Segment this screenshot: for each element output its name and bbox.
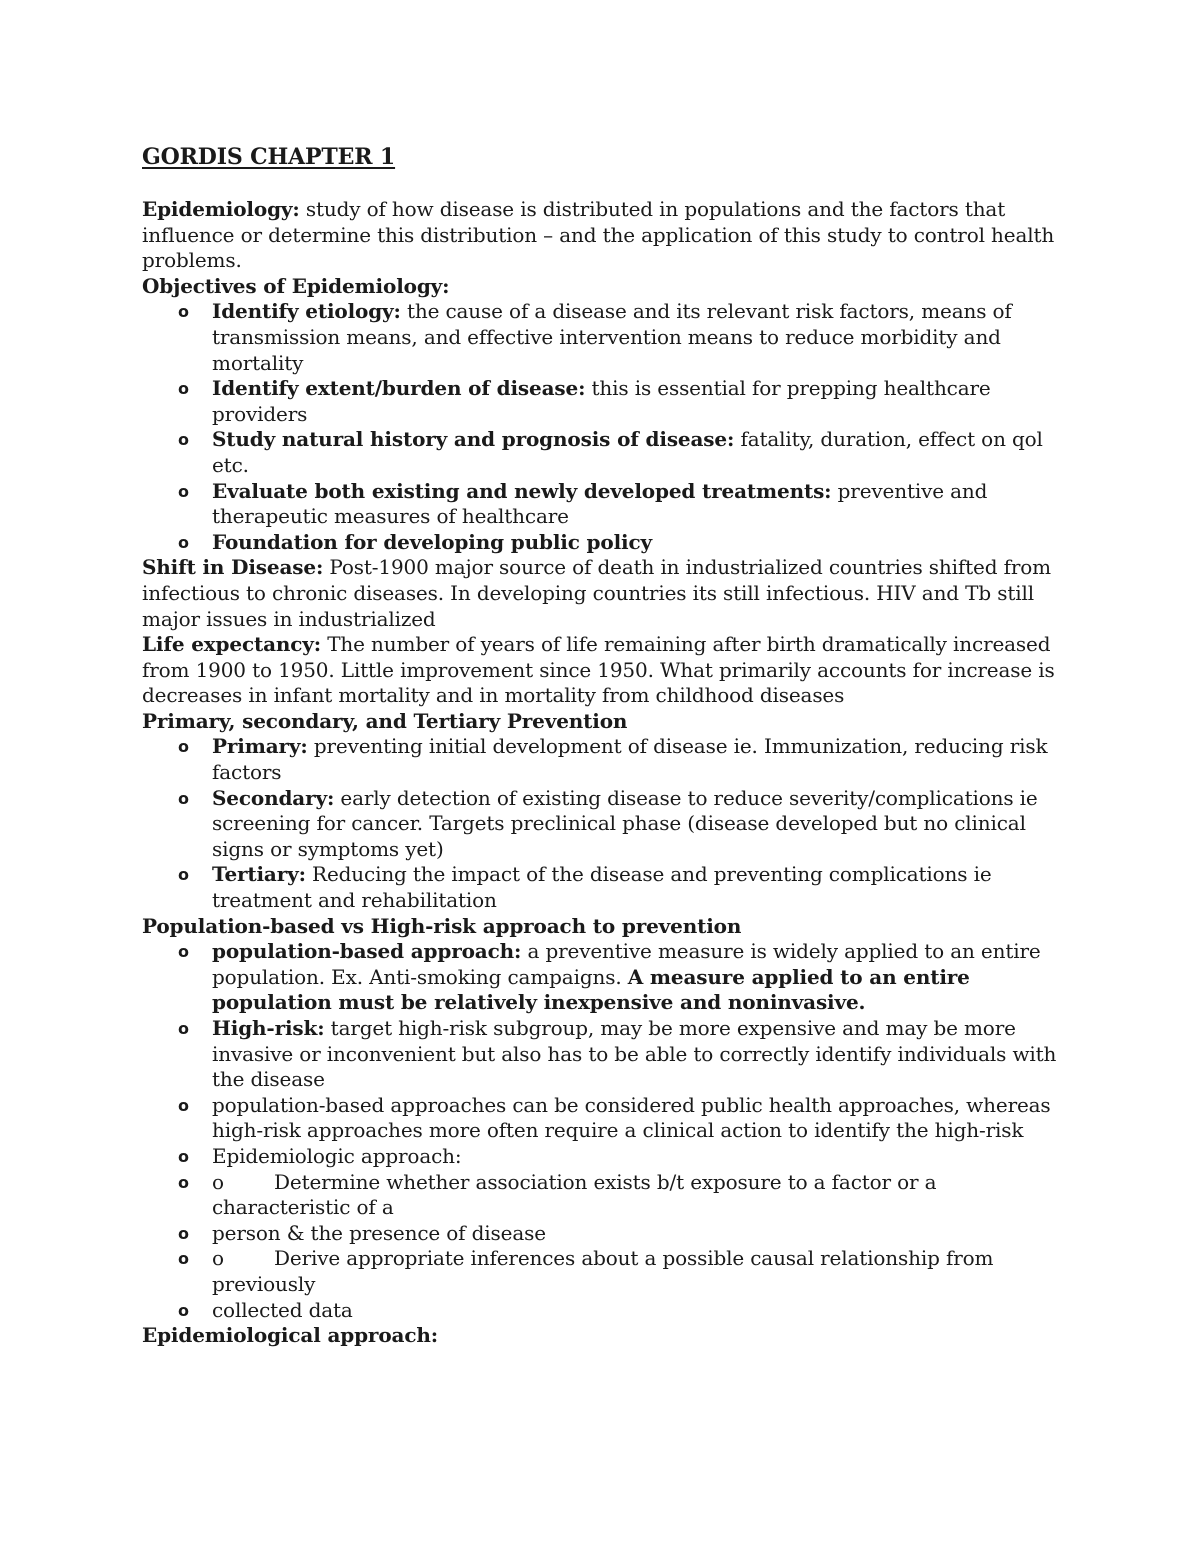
bullet-icon: o <box>178 1172 189 1192</box>
paragraph-text: Post-1900 major source of death in industrialized countries shifted from infectious to chronic diseases. In developing countries its still infectious. HIV and Tb still major issues in industrialized <box>142 555 1051 631</box>
bullet-icon: o <box>178 302 189 322</box>
document-page <box>142 143 1062 1349</box>
item-term: Primary: <box>212 734 308 759</box>
inner-bullet: o <box>212 1169 224 1194</box>
bullet-icon: o <box>178 1249 189 1269</box>
item-text: Reducing the impact of the disease and preventing complications ie treatment and rehabilitation <box>212 862 992 913</box>
item-text: collected data <box>212 1297 353 1322</box>
list-item <box>142 1170 1062 1221</box>
bullet-icon: o <box>178 481 189 501</box>
paragraph-term: Life expectancy: <box>142 632 322 657</box>
approach-list <box>142 939 1062 1323</box>
item-term: population-based approach: <box>212 939 522 964</box>
bullet-icon: o <box>178 1300 189 1320</box>
final-heading: Epidemiological approach: <box>142 1323 438 1348</box>
item-term: High-risk: <box>212 1016 325 1040</box>
bullet-icon: o <box>178 1146 189 1166</box>
list-item <box>142 376 1062 427</box>
bullet-icon: o <box>178 942 189 962</box>
item-text: preventive and therapeutic measures of healthcare <box>212 478 988 529</box>
paragraph-term: Shift in Disease: <box>142 555 324 580</box>
list-item <box>142 1246 1062 1297</box>
list-item <box>142 479 1062 530</box>
item-text: preventing initial development of disease ie. Immunization, reducing risk factors <box>212 734 1048 785</box>
prevention-heading: Primary, secondary, and Tertiary Prevention <box>142 708 628 733</box>
list-item <box>142 427 1062 478</box>
shift-in-disease-paragraph <box>142 555 1062 632</box>
list-item <box>142 299 1062 376</box>
inner-bullet: o <box>212 1246 224 1271</box>
bullet-icon: o <box>178 1019 189 1038</box>
approach-heading: Population-based vs High-risk approach to prevention <box>142 913 742 938</box>
definition-text: study of how disease is distributed in populations and the factors that influence or determine this distribution – and the application of this study to control health problems. <box>142 197 1055 273</box>
item-text: target high-risk subgroup, may be more expensive and may be more invasive or inconvenient but also has to be able to correctly identify individuals with the disease <box>212 1016 1057 1092</box>
list-item <box>142 1221 1062 1247</box>
item-term: Tertiary: <box>212 862 306 887</box>
list-item <box>142 939 1062 1016</box>
bullet-icon: o <box>178 379 189 399</box>
epidemiology-definition <box>142 197 1062 274</box>
bullet-icon: o <box>178 430 189 450</box>
item-term: Identify extent/burden of disease: <box>212 376 586 401</box>
item-text: a preventive measure is widely applied to an entire population. Ex. Anti-smoking campaigns. <box>212 939 1041 989</box>
life-expectancy-paragraph <box>142 632 1062 709</box>
item-text: early detection of existing disease to reduce severity/complications ie screening for cancer. Targets preclinical phase (disease developed but no clinical signs or symptoms yet) <box>212 785 1038 861</box>
list-item <box>142 1144 1062 1170</box>
item-text: this is essential for prepping healthcare providers <box>212 376 991 426</box>
item-text: Epidemiologic approach: <box>212 1143 462 1168</box>
bullet-icon: o <box>178 788 189 808</box>
item-text: person & the presence of disease <box>212 1220 546 1245</box>
item-text: population-based approaches can be considered public health approaches, whereas high-risk approaches more often require a clinical action to identify the high-risk <box>212 1092 1051 1143</box>
prevention-list <box>142 734 1062 913</box>
list-item <box>142 786 1062 863</box>
item-term: Secondary: <box>212 785 335 810</box>
list-item <box>142 530 1062 556</box>
item-term: Identify etiology: <box>212 299 401 324</box>
objectives-heading: Objectives of Epidemiology: <box>142 273 450 298</box>
bullet-icon: o <box>178 1095 189 1115</box>
document-title: GORDIS CHAPTER 1 <box>142 144 396 170</box>
item-text: the cause of a disease and its relevant risk factors, means of transmission means, and effective intervention means to reduce morbidity and mortality <box>212 299 1012 375</box>
item-term: Study natural history and prognosis of disease: <box>212 427 735 452</box>
item-text: Derive appropriate inferences about a possible causal relationship from previously <box>212 1246 994 1296</box>
bullet-icon: o <box>178 532 189 552</box>
item-term: Foundation for developing public policy <box>212 529 652 554</box>
definition-term: Epidemiology: <box>142 197 300 221</box>
list-item <box>142 862 1062 913</box>
list-item <box>142 1298 1062 1324</box>
paragraph-text: The number of years of life remaining after birth dramatically increased from 1900 to 1950. Little improvement since 1950. What primarily accounts for increase is decreases in infant mortality and in mortality from childhood diseases <box>142 632 1055 708</box>
bullet-icon: o <box>178 865 189 885</box>
list-item <box>142 1016 1062 1093</box>
item-text: fatality, duration, effect on qol etc. <box>212 427 1043 477</box>
list-item <box>142 1093 1062 1144</box>
item-text: Determine whether association exists b/t exposure to a factor or a characteristic of a <box>212 1169 937 1220</box>
item-emphasis: A measure applied to an entire population must be relatively inexpensive and noninvasive. <box>212 964 970 1015</box>
item-term: Evaluate both existing and newly developed treatments: <box>212 478 832 503</box>
bullet-icon: o <box>178 737 189 757</box>
bullet-icon: o <box>178 1223 189 1243</box>
objectives-list <box>142 299 1062 555</box>
list-item <box>142 734 1062 785</box>
